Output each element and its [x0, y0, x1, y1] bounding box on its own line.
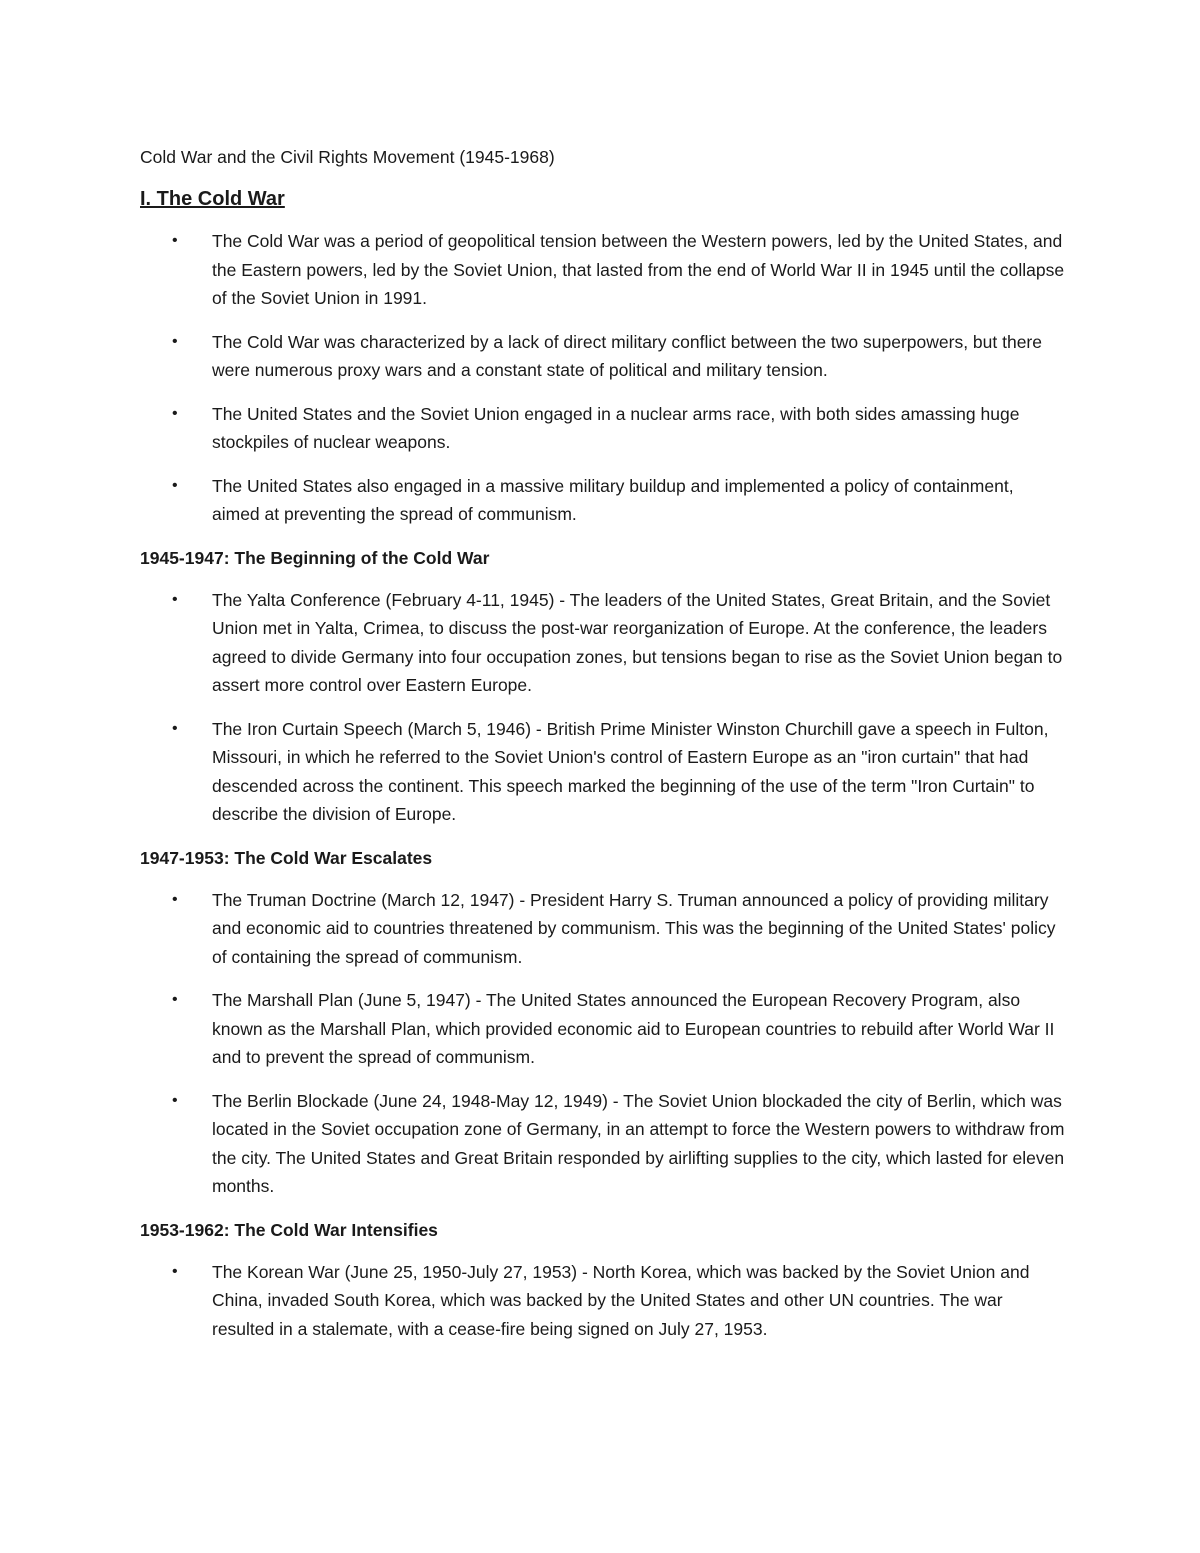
- list-item-text: The Iron Curtain Speech (March 5, 1946) - British Prime Minister Winston Churchill gave a speech in Fulton, Missouri, in which he referred to the Soviet Union's control of Eastern Europe as an "iron curtain" that had descended across the continent. This speech marked the beginning of the use of the term "Iron Curtain" to describe the division of Europe.: [212, 718, 1049, 824]
- section-heading: I. The Cold War: [140, 188, 285, 210]
- list-item-text: The Cold War was characterized by a lack of direct military conflict between the two superpowers, but there were numerous proxy wars and a constant state of political and military tension.: [212, 331, 1042, 380]
- list-item-text: The Korean War (June 25, 1950-July 27, 1953) - North Korea, which was backed by the Soviet Union and China, invaded South Korea, which was backed by the United States and other UN countries. The war resulted in a stalemate, with a cease-fire being signed on July 27, 1953.: [212, 1261, 1030, 1339]
- list-item-text: The Yalta Conference (February 4-11, 1945) - The leaders of the United States, Great Britain, and the Soviet Union met in Yalta, Crimea, to discuss the post-war reorganization of Europe. At the conference, the leaders agreed to divide Germany into four occupation zones, but tensions began to rise as the Soviet Union began to assert more control over Eastern Europe.: [212, 589, 1063, 695]
- bullet-icon: •: [172, 1262, 178, 1280]
- list-item: [140, 472, 1065, 529]
- period-heading-1947-1953: 1947-1953: The Cold War Escalates: [140, 847, 433, 868]
- list-item: [140, 986, 1065, 1072]
- period-heading-1953-1962: 1953-1962: The Cold War Intensifies: [140, 1219, 438, 1240]
- list-item: [140, 227, 1065, 313]
- list-item-text: The United States and the Soviet Union engaged in a nuclear arms race, with both sides amassing huge stockpiles of nuclear weapons.: [212, 403, 1020, 452]
- bullet-icon: •: [172, 719, 178, 737]
- bullet-icon: •: [172, 232, 178, 249]
- bullet-icon: •: [172, 476, 178, 494]
- period-bullet-list: [140, 886, 1065, 1201]
- list-item: [140, 886, 1065, 972]
- list-item-text: The Marshall Plan (June 5, 1947) - The United States announced the European Recovery Program, also known as the Marshall Plan, which provided economic aid to European countries to rebuild after World War II and to prevent the spread of communism.: [212, 990, 1055, 1067]
- bullet-icon: •: [172, 332, 178, 350]
- document-title: Cold War and the Civil Rights Movement (1945-1968): [140, 147, 555, 167]
- list-item: [140, 586, 1065, 700]
- intro-bullet-list: [140, 227, 1065, 529]
- period-bullet-list: [140, 586, 1065, 829]
- bullet-icon: •: [172, 404, 178, 422]
- list-item: [140, 328, 1065, 385]
- bullet-icon: •: [172, 991, 178, 1008]
- list-item: [140, 400, 1065, 457]
- list-item-text: The Berlin Blockade (June 24, 1948-May 12, 1949) - The Soviet Union blockaded the city of Berlin, which was located in the Soviet occupation zone of Germany, in an attempt to force the Western powers to withdraw from the city. The United States and Great Britain responded by airlifting supplies to the city, which lasted for eleven months.: [212, 1090, 1065, 1196]
- document-body: [140, 143, 1065, 1358]
- list-item-text: The Truman Doctrine (March 12, 1947) - President Harry S. Truman announced a policy of providing military and economic aid to countries threatened by communism. This was the beginning of the United States' policy of containing the spread of communism.: [212, 889, 1056, 967]
- list-item: [140, 715, 1065, 829]
- period-heading-1945-1947: 1945-1947: The Beginning of the Cold War: [140, 547, 490, 568]
- bullet-icon: •: [172, 1091, 178, 1109]
- list-item: [140, 1087, 1065, 1201]
- period-bullet-list: [140, 1258, 1065, 1344]
- bullet-icon: •: [172, 590, 178, 608]
- bullet-icon: •: [172, 890, 178, 908]
- list-item: [140, 1258, 1065, 1344]
- list-item-text: The Cold War was a period of geopolitical tension between the Western powers, led by the United States, and the Eastern powers, led by the Soviet Union, that lasted from the end of World War II in 1945 until the collapse of the Soviet Union in 1991.: [212, 231, 1065, 308]
- list-item-text: The United States also engaged in a massive military buildup and implemented a policy of containment, aimed at preventing the spread of communism.: [212, 475, 1014, 524]
